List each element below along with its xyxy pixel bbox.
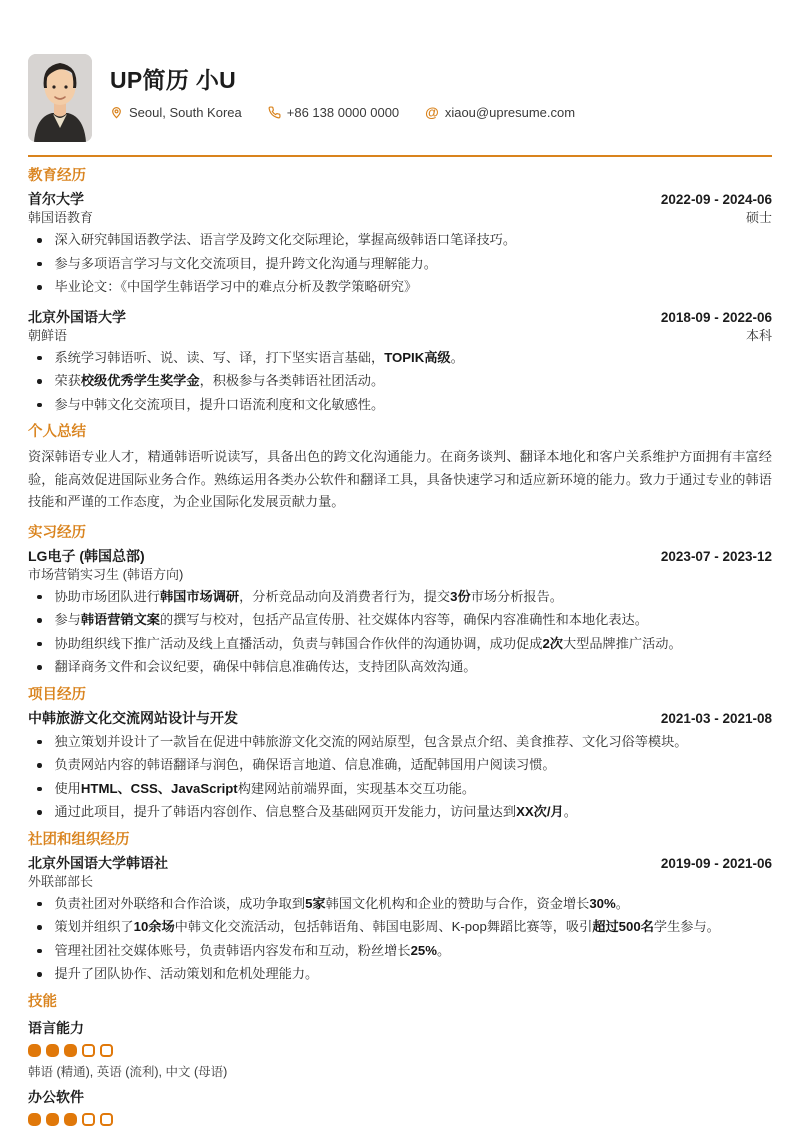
rating-empty-box xyxy=(100,1044,113,1057)
plain-text: 策划并组织了 xyxy=(54,919,134,934)
entry-subtitle: 韩国语教育 xyxy=(28,210,94,225)
rating-filled-box xyxy=(28,1113,41,1126)
bullet-item xyxy=(28,733,772,751)
section-title: 教育经历 xyxy=(28,168,86,184)
entry-date-range: 2023-07 - 2023-12 xyxy=(660,548,772,564)
rating-filled-box xyxy=(64,1113,77,1126)
email-text: xiaou@upresume.com xyxy=(444,105,576,120)
location-pin-icon xyxy=(110,106,123,119)
entry xyxy=(28,547,772,676)
skill-name: 语言能力 xyxy=(28,1019,84,1036)
bullet-dot-icon xyxy=(37,595,42,600)
profile-photo xyxy=(28,54,92,142)
bullet-list xyxy=(28,588,772,676)
skill-detail: 韩语 (精通), 英语 (流利), 中文 (母语) xyxy=(28,1064,228,1079)
plain-text: ，积极参与各类韩语社团活动。 xyxy=(199,373,385,388)
plain-text: 市场分析报告。 xyxy=(470,588,563,604)
bullet-text xyxy=(55,588,563,606)
entry-degree: 硕士 xyxy=(745,210,772,225)
section-summary xyxy=(28,424,772,514)
plain-text: 构建网站前端界面，实现基本交互功能。 xyxy=(237,780,476,796)
phone-text: +86 138 0000 0000 xyxy=(286,105,400,120)
section-skills xyxy=(28,994,772,1126)
bullet-dot-icon xyxy=(37,262,42,267)
plain-text: 参与中韩文化交流项目，提升口语流利度和文化敏感性。 xyxy=(54,396,385,412)
entry-title: 中韩旅游文化交流网站设计与开发 xyxy=(28,709,238,726)
bullet-list xyxy=(28,231,772,296)
section-internship xyxy=(28,525,772,676)
section-education xyxy=(28,168,772,413)
entry-subtitle: 外联部部长 xyxy=(28,873,94,889)
bullet-text xyxy=(55,349,464,367)
entry-subtitle: 朝鲜语 xyxy=(28,327,68,343)
bullet-text xyxy=(55,611,648,629)
bullet-item xyxy=(28,803,772,821)
bullet-text xyxy=(55,895,629,913)
entry-header-row xyxy=(28,190,772,209)
rating-filled-box xyxy=(64,1044,77,1057)
entry-date-range: 2021-03 - 2021-08 xyxy=(660,710,772,726)
bullet-dot-icon xyxy=(37,740,42,745)
section-title: 实习经历 xyxy=(28,524,86,541)
bullet-item xyxy=(28,942,772,960)
entry-degree: 本科 xyxy=(745,327,772,343)
bullet-dot-icon xyxy=(37,642,42,647)
highlight-text: 25% xyxy=(410,942,437,958)
plain-text: 。 xyxy=(450,349,464,365)
plain-text: 中韩文化交流活动，包括韩语角、韩国电影周、K-pop舞蹈比赛等，吸引 xyxy=(174,919,593,934)
plain-text: 参与多项语言学习与文化交流项目，提升跨文化沟通与理解能力。 xyxy=(54,255,437,271)
plain-text: 负责社团对外联络和合作洽谈，成功争取到 xyxy=(54,895,306,911)
contact-row xyxy=(110,105,575,120)
bullet-text xyxy=(55,733,688,751)
bullet-text xyxy=(55,965,319,983)
plain-text: 学生参与。 xyxy=(653,919,720,934)
bullet-text xyxy=(55,255,437,273)
resume-header xyxy=(28,0,772,142)
plain-text: 韩国文化机构和企业的赞助与合作，资金增长 xyxy=(325,895,590,911)
entry-subtitle-row xyxy=(28,209,772,226)
skill xyxy=(28,1089,772,1126)
bullet-text xyxy=(55,635,682,653)
bullet-item xyxy=(28,895,772,913)
highlight-text: TOPIK高级 xyxy=(384,349,451,365)
bullet-list xyxy=(28,733,772,821)
bullet-text xyxy=(55,780,476,798)
rating-filled-box xyxy=(46,1113,59,1126)
bullet-dot-icon xyxy=(37,618,42,623)
plain-text: ，分析竞品动向及消费者行为，提交 xyxy=(239,588,451,604)
contact-phone xyxy=(268,105,399,120)
plain-text: 的撰写与校对，包括产品宣传册、社交媒体内容等，确保内容准确性和本地化表达。 xyxy=(160,612,648,627)
bullet-item xyxy=(28,658,772,676)
at-sign-icon: @ xyxy=(425,104,439,120)
portrait-illustration xyxy=(28,54,92,142)
highlight-text: 韩国市场调研 xyxy=(160,588,240,604)
resume-body xyxy=(28,168,772,1126)
entry xyxy=(28,709,772,821)
plain-text: 通过此项目，提升了韩语内容创作、信息整合及基础网页开发能力，访问量达到 xyxy=(54,804,517,819)
plain-text: 。 xyxy=(436,942,451,958)
bullet-dot-icon xyxy=(37,787,42,792)
highlight-text: 10余场 xyxy=(133,919,175,934)
entry-title: 北京外国语大学 xyxy=(28,308,126,325)
bullet-text xyxy=(55,803,577,821)
bullet-dot-icon xyxy=(37,925,42,930)
highlight-text: 韩语营销文案 xyxy=(80,612,160,627)
entry-header-row xyxy=(28,308,772,327)
bullet-text xyxy=(55,372,385,390)
rating-empty-box xyxy=(82,1113,95,1126)
skill-rating xyxy=(28,1044,772,1057)
bullet-text xyxy=(55,918,720,936)
section-title: 技能 xyxy=(28,993,57,1010)
bullet-dot-icon xyxy=(37,972,42,977)
skill-rating xyxy=(28,1113,772,1126)
bullet-item xyxy=(28,349,772,367)
bullet-item xyxy=(28,635,772,653)
plain-text: 协助市场团队进行 xyxy=(54,588,160,604)
bullet-dot-icon xyxy=(37,238,42,243)
bullet-text xyxy=(55,396,385,414)
bullet-text xyxy=(55,231,517,249)
bullet-item xyxy=(28,588,772,606)
entry xyxy=(28,854,772,983)
plain-text: 参与 xyxy=(54,612,81,627)
plain-text: 负责网站内容的韩语翻译与润色，确保语言地道、信息准确，适配韩国用户阅读习惯。 xyxy=(54,757,556,772)
bullet-dot-icon xyxy=(37,949,42,954)
contact-location xyxy=(110,105,242,120)
bullet-item xyxy=(28,255,772,273)
skill xyxy=(28,1020,772,1080)
highlight-text: HTML、CSS、JavaScript xyxy=(80,780,238,796)
summary-paragraph: 资深韩语专业人才，精通韩语听说读写，具备出色的跨文化沟通能力。在商务谈判、翻译本地化和客户关系维护方面拥有丰富经验，能高效促进国际业务合作。熟练运用各类办公软件和翻译工具，具备快速学习和适应新环境的能力。致力于通过专业的韩语技能和严谨的工作态度，为企业国际化发展贡献力量。 xyxy=(28,449,772,509)
plain-text: 翻译商务文件和会议纪要，确保中韩信息准确传达，支持团队高效沟通。 xyxy=(54,659,477,674)
location-text: Seoul, South Korea xyxy=(129,105,242,120)
entry-header-row xyxy=(28,547,772,566)
bullet-dot-icon xyxy=(37,356,42,361)
highlight-text: 30% xyxy=(589,895,616,911)
highlight-text: 校级优秀学生奖学金 xyxy=(80,373,200,388)
section-title: 个人总结 xyxy=(28,424,86,440)
bullet-text xyxy=(55,658,477,676)
entry-subtitle-row xyxy=(28,327,772,344)
plain-text: 使用 xyxy=(54,780,81,796)
entry-title: 首尔大学 xyxy=(28,191,84,207)
entry-title: 北京外国语大学韩语社 xyxy=(28,854,168,871)
rating-empty-box xyxy=(100,1113,113,1126)
plain-text: 荣获 xyxy=(54,373,81,388)
plain-text: 。 xyxy=(563,804,577,819)
section-projects xyxy=(28,687,772,821)
bullet-text xyxy=(55,756,556,774)
plain-text: 大型品牌推广活动。 xyxy=(562,635,682,651)
bullet-dot-icon xyxy=(37,285,42,290)
plain-text: 毕业论文：《中国学生韩语学习中的难点分析及教学策略研究》 xyxy=(54,279,418,294)
plain-text: 提升了团队协作、活动策划和危机处理能力。 xyxy=(54,966,319,981)
bullet-dot-icon xyxy=(37,810,42,815)
bullet-text xyxy=(55,942,451,960)
highlight-text: 2次 xyxy=(542,635,563,651)
entry-subtitle-row xyxy=(28,566,772,583)
plain-text: 独立策划并设计了一款旨在促进中韩旅游文化交流的网站原型，包含景点介绍、美食推荐、文化习俗等模块。 xyxy=(54,733,688,749)
entry-date-range: 2018-09 - 2022-06 xyxy=(660,309,772,325)
rating-filled-box xyxy=(28,1044,41,1057)
bullet-item xyxy=(28,231,772,249)
plain-text: 协助组织线下推广活动及线上直播活动，负责与韩国合作伙伴的沟通协调，成功促成 xyxy=(54,635,543,651)
bullet-text xyxy=(55,278,418,296)
entry-header-row xyxy=(28,709,772,728)
bullet-item xyxy=(28,756,772,774)
bullet-item xyxy=(28,372,772,390)
bullet-dot-icon xyxy=(37,902,42,907)
entry xyxy=(28,190,772,296)
bullet-item xyxy=(28,278,772,296)
bullet-dot-icon xyxy=(37,665,42,670)
highlight-text: XX次/月 xyxy=(516,804,564,819)
entry-date-range: 2019-09 - 2021-06 xyxy=(660,855,772,871)
entry-date-range: 2022-09 - 2024-06 xyxy=(660,192,772,207)
person-name: UP简历 小U xyxy=(110,67,237,93)
entry xyxy=(28,308,772,414)
contact-email xyxy=(425,105,575,120)
plain-text: 。 xyxy=(615,895,629,911)
entry-title: LG电子 (韩国总部) xyxy=(28,547,145,564)
section-title: 社团和组织经历 xyxy=(28,831,130,848)
bullet-list xyxy=(28,895,772,983)
bullet-item xyxy=(28,918,772,936)
bullet-dot-icon xyxy=(37,403,42,408)
bullet-item xyxy=(28,611,772,629)
entry-subtitle-row xyxy=(28,873,772,890)
plain-text: 深入研究韩国语教学法、语言学及跨文化交际理论，掌握高级韩语口笔译技巧。 xyxy=(54,232,517,247)
bullet-item xyxy=(28,396,772,414)
header-text-block xyxy=(110,54,575,142)
section-organizations xyxy=(28,832,772,983)
section-title: 项目经历 xyxy=(28,686,86,703)
bullet-item xyxy=(28,965,772,983)
highlight-text: 超过500名 xyxy=(592,919,654,934)
phone-icon xyxy=(268,106,281,119)
rating-empty-box xyxy=(82,1044,95,1057)
bullet-dot-icon xyxy=(37,379,42,384)
plain-text: 管理社团社交媒体账号，负责韩语内容发布和互动，粉丝增长 xyxy=(54,942,411,958)
highlight-text: 3份 xyxy=(450,588,471,604)
bullet-list xyxy=(28,349,772,414)
bullet-item xyxy=(28,780,772,798)
bullet-dot-icon xyxy=(37,763,42,768)
rating-filled-box xyxy=(46,1044,59,1057)
entry-subtitle: 市场营销实习生 (韩语方向) xyxy=(28,566,184,582)
plain-text: 系统学习韩语听、说、读、写、译，打下坚实语言基础， xyxy=(54,349,385,365)
highlight-text: 5家 xyxy=(305,895,326,911)
entry-header-row xyxy=(28,854,772,873)
header-divider xyxy=(28,155,772,157)
skill-name: 办公软件 xyxy=(28,1088,84,1105)
